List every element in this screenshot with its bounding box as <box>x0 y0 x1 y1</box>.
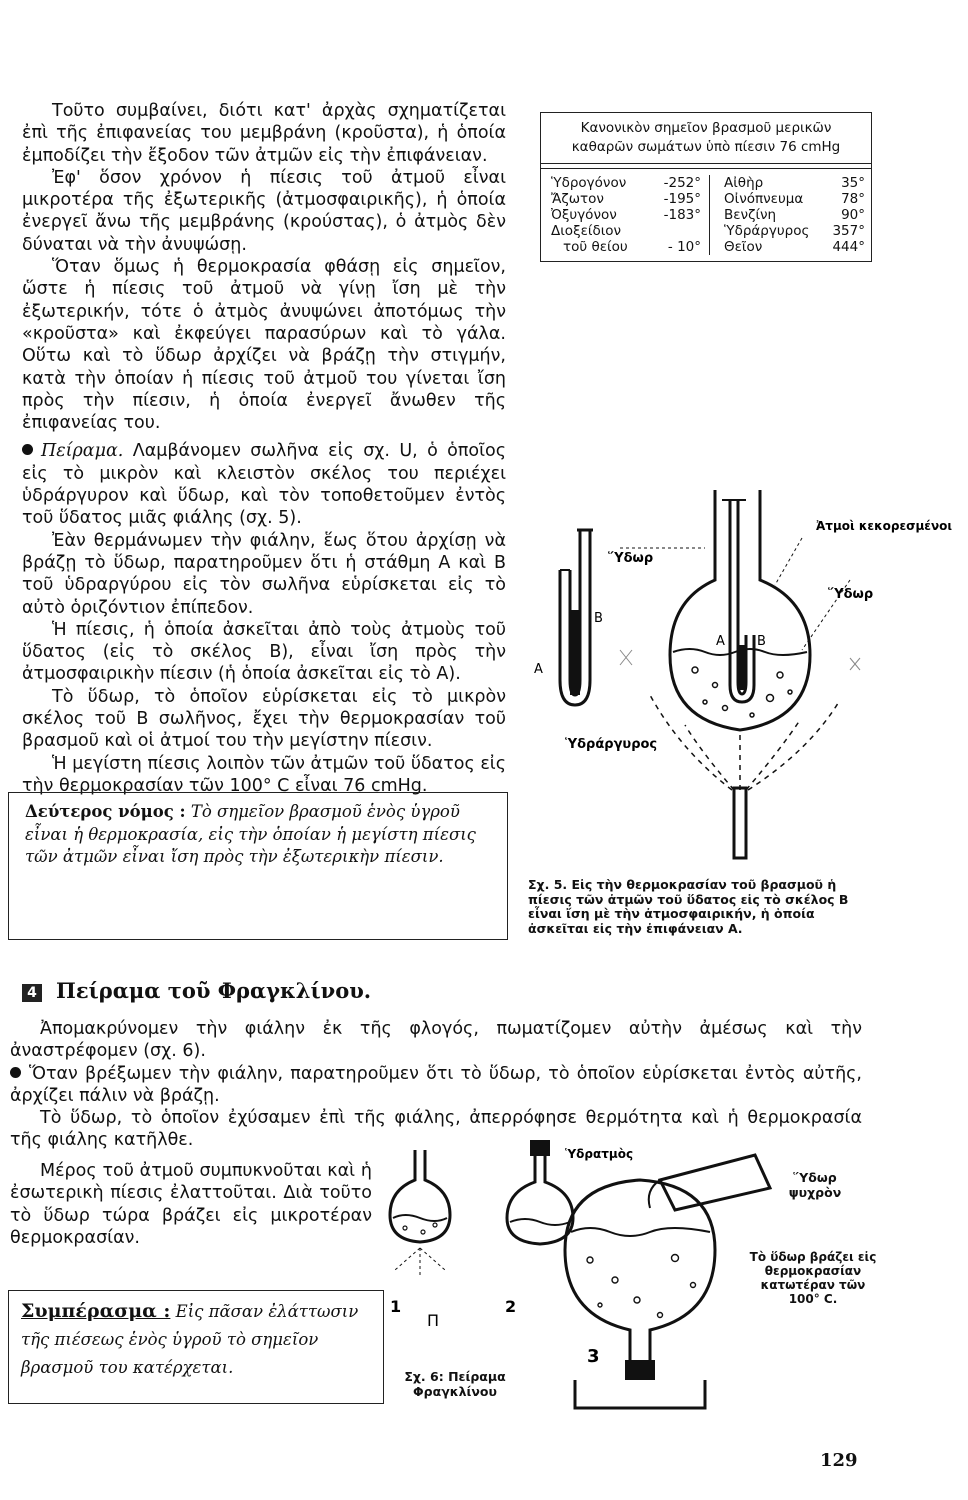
pouring-beaker <box>660 1155 770 1210</box>
table-cell: 357° <box>832 223 865 239</box>
paragraph-6-text: Ἡ πίεσις, ἡ ὁποία ἀσκεῖται ἀπὸ τοὺς ἀτμοὺς τοῦ ὕδατος (εἰς τὸ σκέλος Β), εἶναι ἴση πρὸς τὴν ἀτμοσφαιρικὴν πίεσιν (ἡ ὁποία ἀσκεῖται εἰς τὸ Α). <box>22 619 506 685</box>
inner-mercury <box>738 645 746 690</box>
paragraph-5 <box>22 530 506 619</box>
table-title: Κανονικὸν σημεῖον βρασμοῦ μερικῶν καθαρῶν σωμάτων ὑπὸ πίεσιν 76 cmHg <box>541 113 871 164</box>
paragraph-1 <box>22 100 506 167</box>
paragraph-2-text: Ἐφ' ὅσον χρόνον ἡ πίεσις τοῦ ἀτμοῦ εἶναι μικροτέρα τῆς ἐξωτερικῆς (ἀτμοσφαιρικῆς), ἡ ὁποία ἐνεργεῖ ἄνω τῆς μεμβράνης (κρούστας), ὁ ἀτμὸς δὲν δύναται νὰ τὴν ἀνυψώσῃ. <box>22 167 506 255</box>
table-row <box>724 239 865 255</box>
label-water: Ὕδωρ <box>608 551 654 566</box>
mercury-column <box>570 610 580 695</box>
paragraph-7 <box>22 686 506 753</box>
section-paragraph-2 <box>10 1063 862 1108</box>
left-column-text <box>22 100 506 797</box>
paragraph-1-text: Τοῦτο συμβαίνει, διότι κατ' ἀρχὰς σχηματίζεται ἐπὶ τῆς ἐπιφανείας του μεμβράνη (κροῦστα), ἡ ὁποία ἐμποδίζει τὴν ἔξοδον τῶν ἀτμῶν εἰς τὴν ἐπιφάνειαν. <box>22 101 506 166</box>
label-a-inner: Α <box>716 634 725 649</box>
water-basin <box>575 1380 705 1408</box>
section-4-body-narrow <box>10 1160 372 1249</box>
table-cell: Οἰνόπνευμα <box>724 191 804 207</box>
conclusion-title: Συμπέρασμα : <box>21 1300 171 1322</box>
table-row <box>551 175 701 191</box>
table-right-col <box>710 175 865 255</box>
table-cell: -183° <box>663 207 701 223</box>
table-row <box>551 223 701 239</box>
section-paragraph-4 <box>10 1160 372 1249</box>
page-number: 129 <box>820 1450 858 1471</box>
table-cell: 35° <box>841 175 865 191</box>
section-paragraph-3-text: Τὸ ὕδωρ, τὸ ὁποῖον ἐχύσαμεν ἐπὶ τῆς φιάλης, ἀπερρόφησε θερμότητα καὶ ἡ θερμοκρασία τῆς φιάλης κατῆλθε. <box>10 1108 862 1151</box>
table-row <box>724 207 865 223</box>
label-vapors: Ἀτμοὶ κεκορεσμένοι <box>816 519 953 533</box>
figure-5-caption: Σχ. 5. Εἰς τὴν θερμοκρασίαν τοῦ βρασμοῦ ἡ πίεσις τῶν ἀτμῶν τοῦ ὕδατος εἰς τὸ σκέλος Β εἶναι ἴση μὲ τὴν ἀτμοσφαιρικήν, ἡ ὁποία ἀσκεῖται εἰς τὴν ἐπιφάνειαν Α. <box>528 877 849 936</box>
label-cold-water: Ὕδωρ ψυχρὸν <box>788 1170 842 1200</box>
paragraph-5-text: Ἐὰν θερμάνωμεν τὴν φιάλην, ἕως ὅτου ἀρχίσῃ νὰ βράζῃ τὸ ὕδωρ, παρατηροῦμεν ὅτι ἡ στάθμη Α καὶ Β τοῦ ὑδραργύρου εἰς τὸν σωλῆνα εὑρίσκεται εἰς τὸ αὐτὸ ὁριζόντιον ἐπίπεδον. <box>22 530 506 618</box>
section-4-header <box>22 978 622 1003</box>
table-row <box>551 191 701 207</box>
second-law-text: Τὸ σημεῖον βρασμοῦ ἑνὸς ὑγροῦ εἶναι ἡ θερμοκρασία, εἰς τὴν ὁποίαν ἡ μεγίστη πίεσις τῶν ἀτμῶν εἶναι ἴση πρὸς τὴν ἐξωτερικὴν πίεσιν. <box>25 802 476 866</box>
section-paragraph-2-text: Ὅταν βρέξωμεν τὴν φιάλην, παρατηροῦμεν ὅτι τὸ ὕδωρ, τὸ ὁποῖον εὑρίσκεται ἐντὸς αὐτῆς, ἀρχίζει πάλιν νὰ βράζῃ. <box>10 1063 862 1106</box>
flask-2 <box>507 1155 573 1244</box>
second-law-box <box>8 792 508 940</box>
table-body <box>541 168 871 261</box>
table-left-col <box>551 175 710 255</box>
table-cell: τοῦ θείου <box>563 239 628 255</box>
table-cell: 78° <box>841 191 865 207</box>
experiment-lead: Πείραμα. <box>41 441 124 462</box>
conclusion-box <box>8 1290 384 1404</box>
bullet-icon <box>10 1067 21 1078</box>
table-cell: Ὑδρογόνον <box>551 175 627 191</box>
section-title-text: Πείραμα τοῦ Φραγκλίνου. <box>56 978 372 1003</box>
experiment-text: Λαμβάνομεν σωλῆνα εἰς σχ. U, ὁ ὁποῖος εἰς τὸ μικρὸν καὶ κλειστὸν σκέλος του περιέχει ὑδράργυρον καὶ ὕδωρ, καὶ τὸν τοποθετοῦμεν ἐντὸς τοῦ ὕδατος μιᾶς φιάλης (σχ. 5). <box>22 441 506 529</box>
paragraph-3 <box>22 256 506 434</box>
stopper <box>625 1360 655 1380</box>
label-b-inner: Β <box>757 634 766 649</box>
table-cell: Διοξείδιον <box>551 223 622 239</box>
section-paragraph-1 <box>10 1018 862 1063</box>
section-paragraph-4-text: Μέρος τοῦ ἀτμοῦ συμπυκνοῦται καὶ ἡ ἐσωτερικὴ πίεσις ἐλαττοῦται. Διὰ τοῦτο τὸ ὕδωρ τώρα βράζει εἰς μικροτέραν θερμοκρασίαν. <box>10 1161 372 1248</box>
table-cell: Ὑδράργυρος <box>724 223 810 239</box>
table-cell: - 10° <box>667 239 701 255</box>
fig6-number-2: 2 <box>505 1297 517 1316</box>
table-cell: Αἰθὴρ <box>724 175 764 191</box>
table-cell: Βενζίνη <box>724 207 777 223</box>
figure-5-diagram <box>520 470 960 870</box>
second-law-title: Δεύτερος νόμος : <box>25 802 186 821</box>
section-title <box>22 978 622 1003</box>
table-cell: 444° <box>832 239 865 255</box>
paragraph-3-text: Ὅταν ὅμως ἡ θερμοκρασία φθάσῃ εἰς σημεῖον, ὥστε ἡ πίεσις τοῦ ἀτμοῦ νὰ γίνῃ ἴση μὲ τὴν ἐξωτερικήν, τότε ὁ ἀτμὸς ἀνυψώνει ἀποτόμως τὴν «κροῦστα» καὶ ἐκφεύγει παρασύρων καὶ τὸ γάλα. Οὕτω καὶ τὸ ὕδωρ ἀρχίζει νὰ βράζῃ τὴν στιγμήν, κατὰ τὴν ὁποίαν ἡ πίεσις τοῦ ἀτμοῦ του γίνεται ἴση πρὸς τὴν πίεσιν, ἡ ὁποία ἐνεργεῖ ἄνωθεν τῆς ἐπιφανείας του. <box>22 257 506 434</box>
table-row <box>724 191 865 207</box>
table-cell: 90° <box>841 207 865 223</box>
cork-icon <box>530 1140 550 1156</box>
table-cell: Θεῖον <box>724 239 763 255</box>
table-cell: -195° <box>663 191 701 207</box>
flask-3-bubbles <box>587 1255 696 1318</box>
fig6-note: Τὸ ὕδωρ βράζει εἰς θερμοκρασίαν κατωτέραν τῶν 100° C. <box>749 1250 877 1306</box>
table-row <box>724 223 865 239</box>
fig6-number-3: 3 <box>587 1346 600 1367</box>
section-paragraph-1-text: Ἀπομακρύνομεν τὴν φιάλην ἐκ τῆς φλογός, πωματίζομεν αὐτὴν ἀμέσως καὶ τὴν ἀναστρέφομεν (σχ. 6). <box>10 1019 862 1062</box>
paragraph-2 <box>22 167 506 256</box>
paragraph-6 <box>22 619 506 686</box>
label-b-left: Β <box>594 611 603 626</box>
boiling-point-table <box>540 112 872 262</box>
paragraph-experiment <box>22 440 506 529</box>
label-water-2: Ὕδωρ <box>828 587 874 602</box>
table-row <box>551 239 701 255</box>
fig6-cork-label: Π <box>427 1311 440 1330</box>
table-cell: Ὀξυγόνον <box>551 207 617 223</box>
section-4-body <box>10 1018 862 1152</box>
label-a-left: Α <box>534 662 543 677</box>
conclusion-text: Εἰς πᾶσαν ἐλάττωσιν τῆς πιέσεως ἑνὸς ὑγροῦ τὸ σημεῖον βρασμοῦ του κατέρχεται. <box>21 1302 359 1377</box>
flask-3 <box>565 1180 715 1365</box>
table-row <box>551 207 701 223</box>
section-number: 4 <box>22 984 42 1002</box>
figure-6-caption: Σχ. 6: Πείραμα Φραγκλίνου <box>404 1369 506 1399</box>
table-cell: -252° <box>663 175 701 191</box>
table-row <box>724 175 865 191</box>
paragraph-7-text: Τὸ ὕδωρ, τὸ ὁποῖον εὑρίσκεται εἰς τὸ μικρὸν σκέλος τοῦ Β σωλῆνος, ἔχει τὴν θερμοκρασίαν τοῦ βρασμοῦ καὶ οἱ ἀτμοί του τὴν μεγίστην πίεσιν. <box>22 686 506 752</box>
label-mercury: Ὑδράργυρος <box>565 737 658 752</box>
bullet-icon <box>22 444 33 455</box>
table-cell: Ἄζωτον <box>551 191 604 207</box>
paragraph-8-text: Ἡ μεγίστη πίεσις λοιπὸν τῶν ἀτμῶν τοῦ ὕδατος εἰς τὴν θερμοκρασίαν τῶν 100° C εἶναι 76 cmHg. <box>22 753 506 796</box>
paragraph-8 <box>22 753 506 798</box>
label-vapour: Ὑδρατμὸς <box>565 1147 634 1161</box>
flask-1 <box>390 1150 450 1242</box>
burner-tube <box>734 788 746 858</box>
fig6-number-1: 1 <box>390 1297 402 1316</box>
